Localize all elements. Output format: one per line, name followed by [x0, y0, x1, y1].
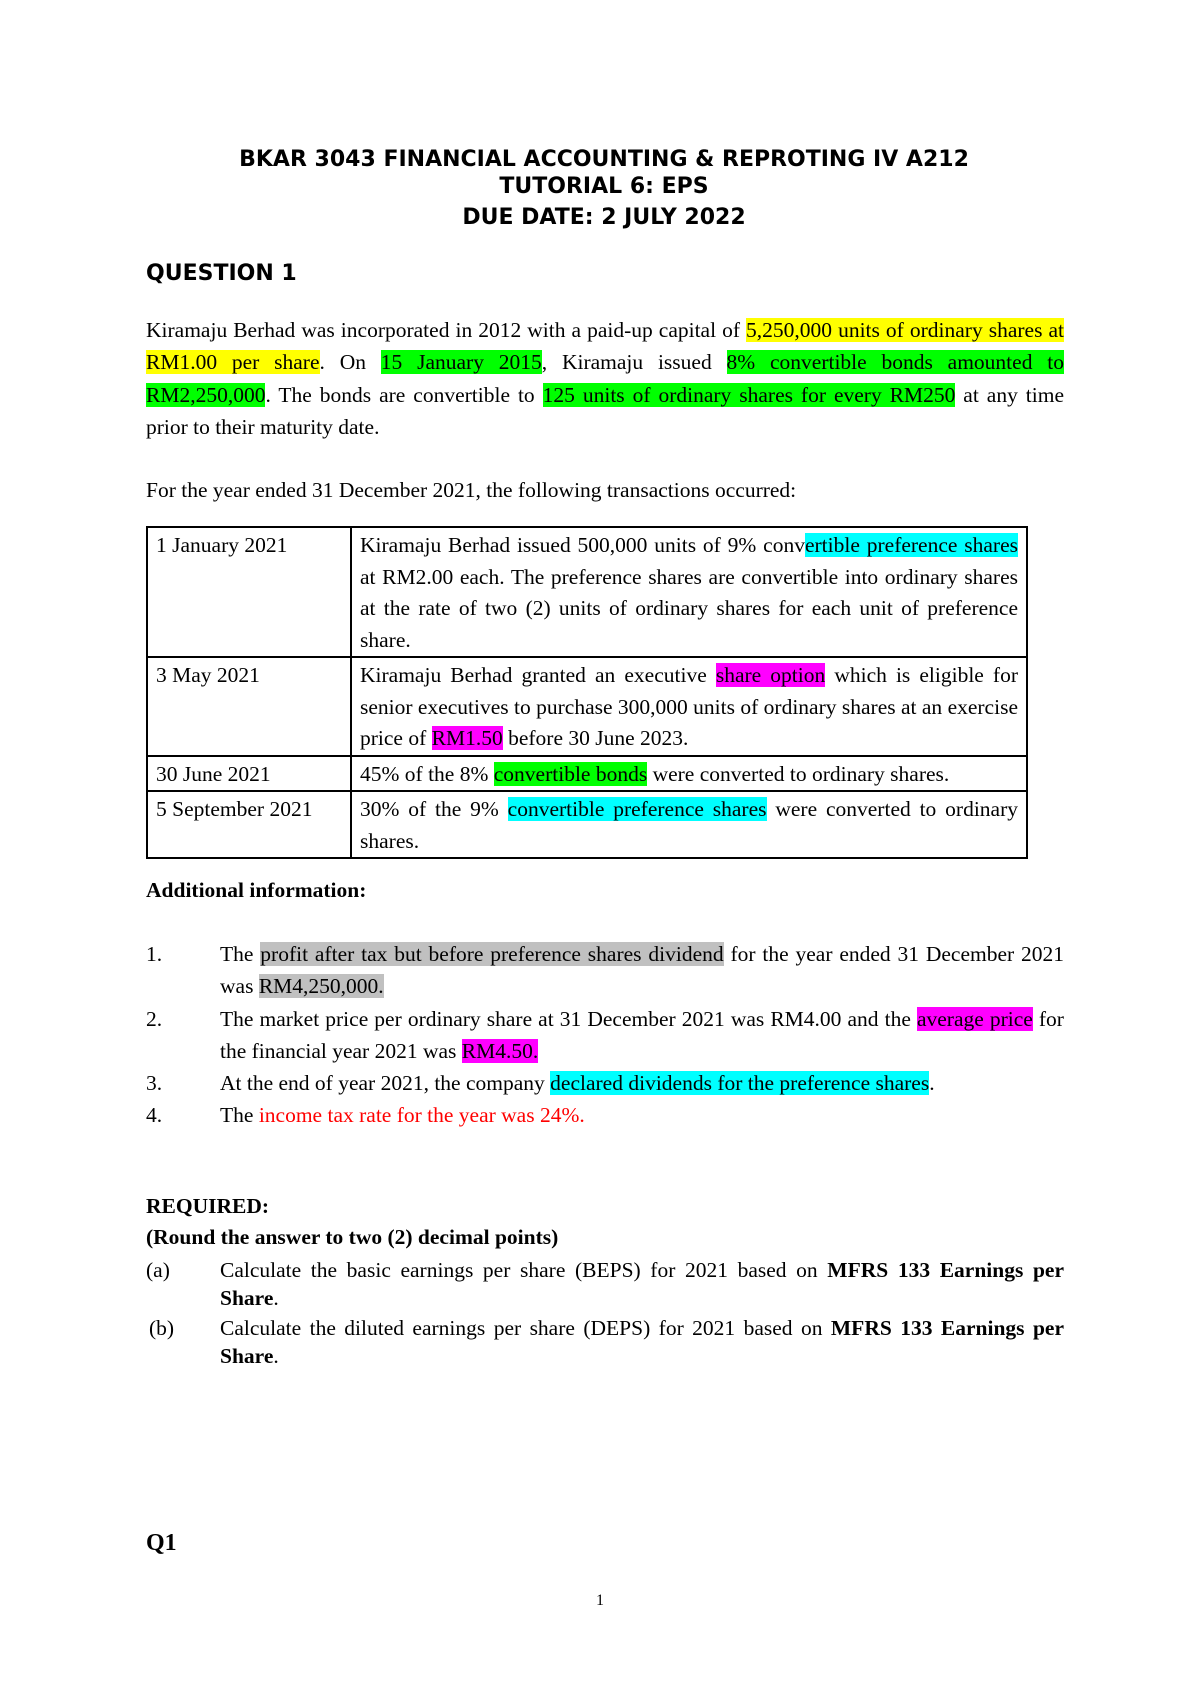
highlight-convertible-bonds: convertible bonds [493, 761, 648, 786]
list-item [146, 1067, 1064, 1099]
intro-text: at any time prior to their maturity date. [146, 382, 1064, 439]
standard-reference: MFRS 133 Earnings per Share [220, 1258, 1064, 1310]
highlight-share-option: share option [715, 663, 826, 687]
transaction-description [351, 756, 1027, 792]
income-tax-rate-text: income tax rate for the year was 24%. [258, 1103, 585, 1128]
highlight-profit-amount: RM4,250,000. [258, 974, 384, 999]
list-text: for the year ended 31 December 2021 was [220, 942, 1065, 999]
highlight-convertible-preference-shares: convertible preference shares [507, 797, 767, 821]
intro-paragraph [146, 314, 1064, 443]
list-number: 1. [146, 942, 163, 966]
table-row [147, 657, 1027, 756]
highlight-preference-shares: ertible preference shares [804, 533, 1019, 557]
list-item [146, 938, 1064, 1003]
list-text: At the end of year 2021, the company [220, 1071, 551, 1096]
highlight-exercise-price: RM1.50 [431, 726, 503, 750]
list-item [146, 1003, 1064, 1068]
list-label: (b) [149, 1316, 175, 1340]
intro-text: Kiramaju Berhad was incorporated in 2012 with a paid-up capital of [146, 318, 747, 342]
intro-text: . On [319, 350, 381, 375]
additional-info-heading: Additional information: [146, 878, 367, 902]
answer-label: Q1 [146, 1530, 177, 1556]
highlight-convertible-bonds: 8% convertible bonds amounted to RM2,250,000 [146, 350, 1064, 407]
list-item [146, 1314, 1064, 1370]
rounding-note: (Round the answer to two (2) decimal points) [146, 1225, 559, 1249]
transaction-text: were converted to ordinary shares. [647, 761, 950, 786]
transaction-description [351, 527, 1027, 657]
required-heading: REQUIRED: [146, 1194, 270, 1218]
list-text: The [220, 942, 261, 966]
list-item [146, 1256, 1064, 1312]
transactions-intro: For the year ended 31 December 2021, the following transactions occurred: [146, 478, 797, 502]
list-item [146, 1099, 1064, 1131]
list-text: The [220, 1103, 259, 1128]
list-text: . [273, 1286, 279, 1310]
list-text: for the financial year 2021 was [220, 1006, 1064, 1063]
list-number: 3. [146, 1071, 163, 1096]
transaction-date: 5 September 2021 [147, 791, 351, 858]
doc-title-tutorial: TUTORIAL 6: EPS [499, 174, 709, 199]
highlight-average-price-value: RM4.50. [461, 1038, 539, 1063]
transactions-table [146, 526, 1028, 859]
transaction-text: were converted to ordinary shares. [360, 797, 1018, 853]
list-text: The market price per ordinary share at 31 December 2021 was RM4.00 and the [220, 1006, 917, 1031]
list-text: Calculate the diluted earnings per share (DEPS) for 2021 based on [220, 1316, 831, 1340]
transaction-text: which is eligible for senior executives to purchase 300,000 units of ordinary shares at an exercise price of [360, 663, 1019, 750]
highlight-conversion-rate: 125 units of ordinary shares for every RM250 [542, 382, 956, 407]
intro-text: . The bonds are convertible to [265, 382, 543, 407]
transaction-text: Kiramaju Berhad granted an executive [360, 663, 716, 687]
highlight-average-price: average price [916, 1006, 1033, 1031]
table-row [147, 756, 1027, 792]
doc-title-due-date: DUE DATE: 2 JULY 2022 [462, 205, 746, 230]
highlight-profit: profit after tax but before preference shares dividend [260, 942, 724, 966]
highlight-issue-date: 15 January 2015 [380, 350, 542, 375]
additional-info-list [146, 938, 1064, 1132]
required-list [146, 1256, 1064, 1370]
list-text: Calculate the basic earnings per share (BEPS) for 2021 based on [220, 1258, 828, 1282]
highlight-share-capital: 5,250,000 units of ordinary shares at RM1.00 per share [146, 318, 1064, 375]
list-number: 4. [146, 1103, 163, 1128]
transaction-text: Kiramaju Berhad issued 500,000 units of 9% conv [360, 533, 805, 557]
list-label: (a) [146, 1258, 170, 1282]
doc-title-course: BKAR 3043 FINANCIAL ACCOUNTING & REPROTING IV A212 [239, 147, 969, 172]
transaction-text: before 30 June 2023. [502, 726, 689, 750]
standard-reference: MFRS 133 Earnings per Share [220, 1316, 1064, 1368]
transaction-date: 30 June 2021 [147, 756, 351, 792]
list-text: . [929, 1071, 935, 1096]
question-heading: QUESTION 1 [146, 261, 297, 286]
transaction-text: at RM2.00 each. The preference shares are convertible into ordinary shares at the rate of two (2) units of ordinary shares for each unit of preference share. [360, 564, 1018, 652]
transaction-description [351, 657, 1027, 756]
transaction-date: 3 May 2021 [147, 657, 351, 756]
transaction-description [351, 791, 1027, 858]
list-number: 2. [146, 1006, 163, 1031]
transaction-text: 30% of the 9% [360, 797, 508, 821]
table-row [147, 527, 1027, 657]
table-row [147, 791, 1027, 858]
list-text: . [273, 1344, 279, 1368]
page-number: 1 [596, 1592, 604, 1609]
highlight-dividends: declared dividends for the preference shares [550, 1071, 930, 1096]
transaction-text: 45% of the 8% [360, 761, 494, 786]
transaction-date: 1 January 2021 [147, 527, 351, 657]
intro-text: , Kiramaju issued [541, 350, 727, 375]
